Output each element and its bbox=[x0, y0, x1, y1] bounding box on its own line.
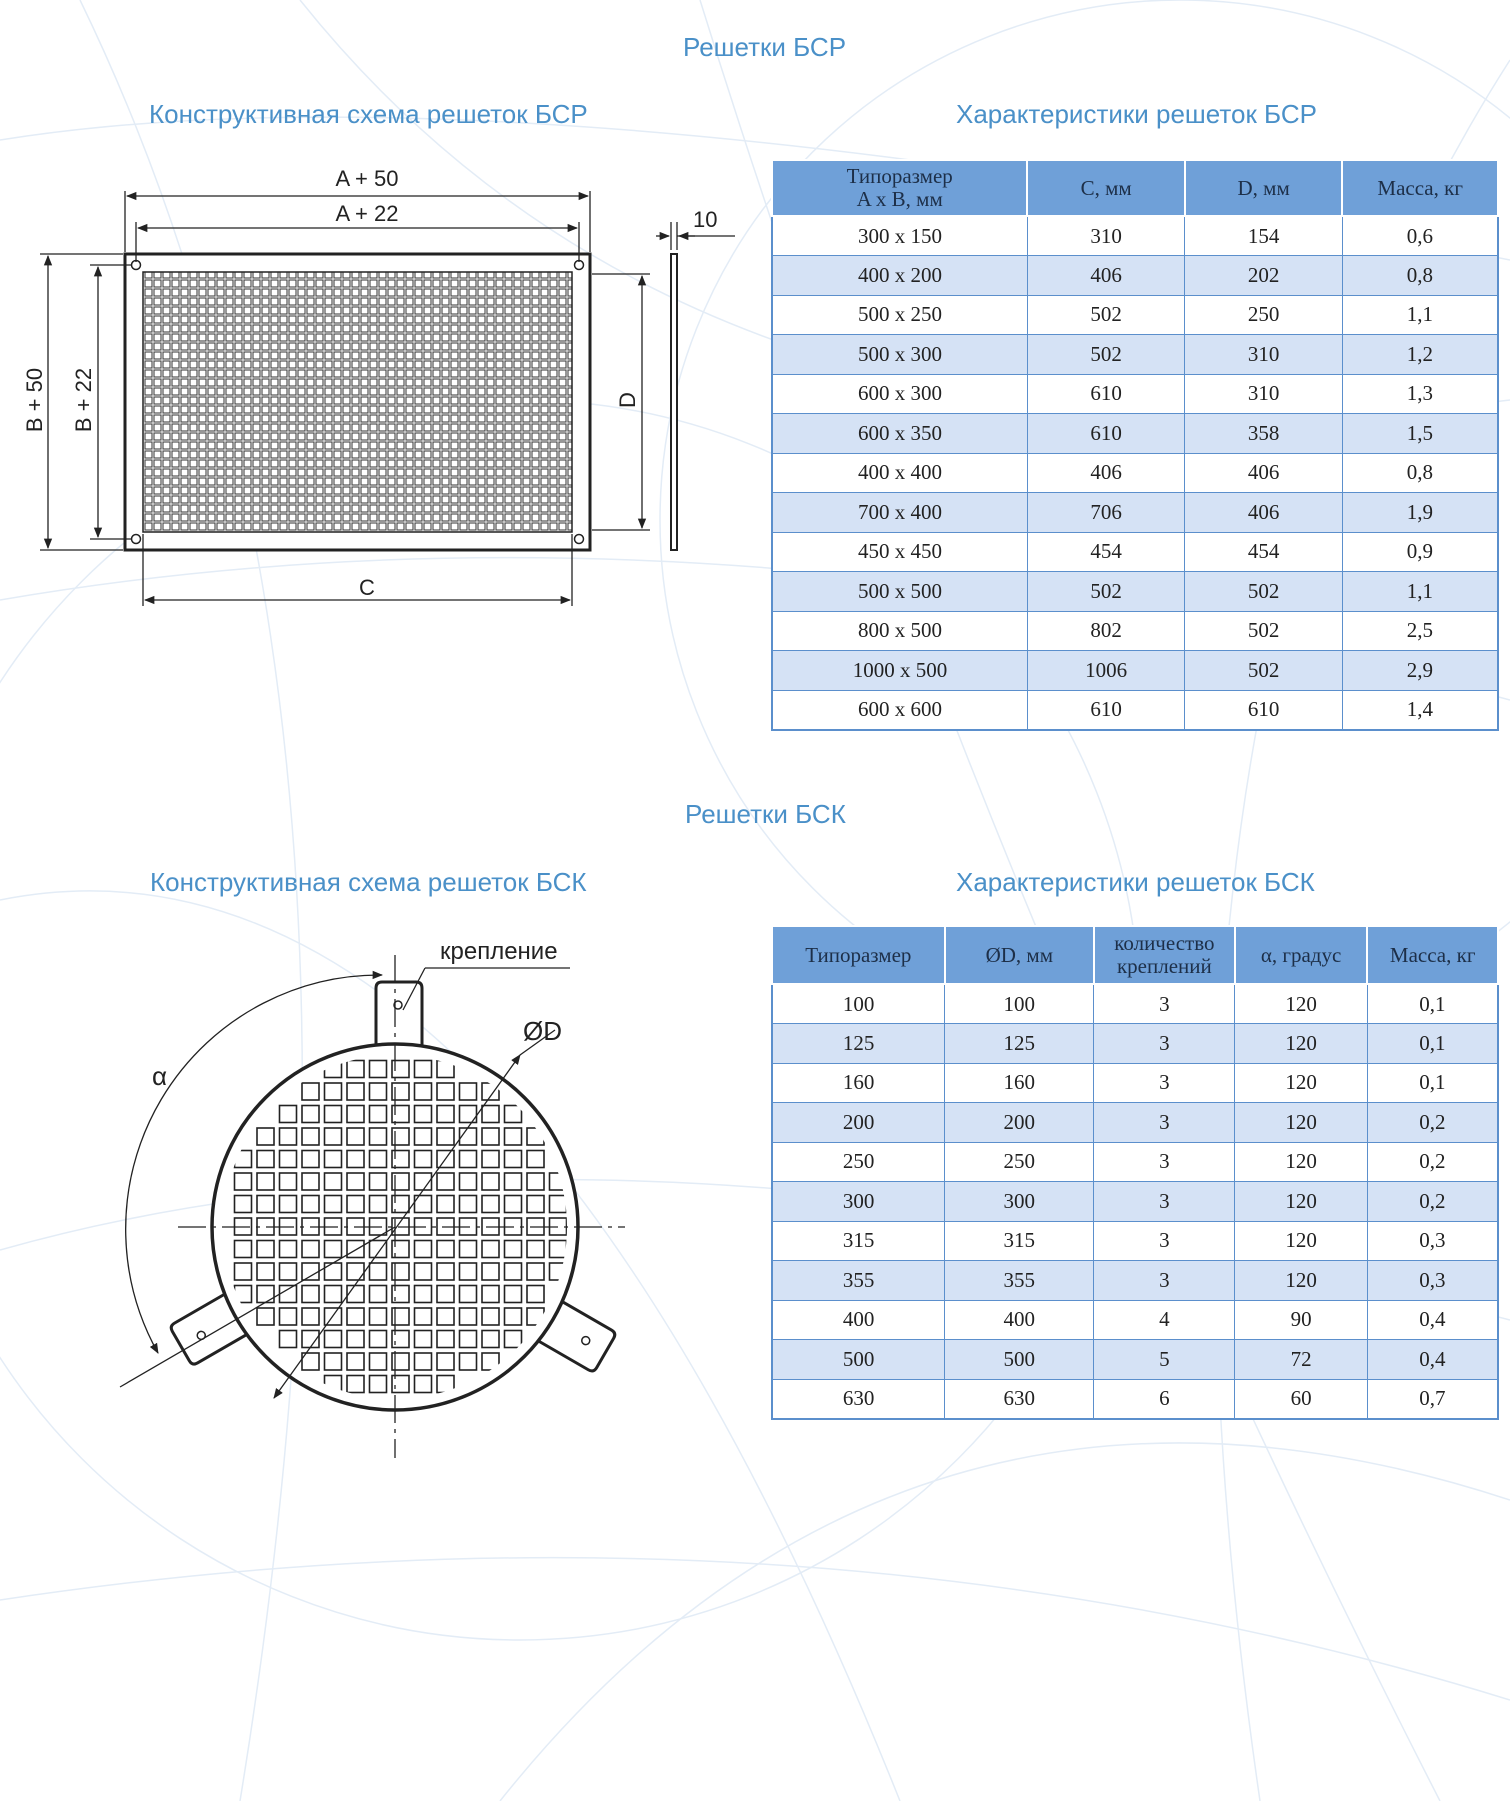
table-cell: 0,2 bbox=[1367, 1182, 1498, 1222]
bsk-col-mass: Масса, кг bbox=[1367, 926, 1498, 984]
table-row bbox=[772, 453, 1498, 493]
mount-hole-br bbox=[575, 535, 584, 544]
table-cell: 610 bbox=[1027, 374, 1185, 414]
table-cell: 3 bbox=[1094, 1024, 1235, 1064]
table-row bbox=[772, 1063, 1498, 1103]
table-row bbox=[772, 1221, 1498, 1261]
table-cell: 500 x 500 bbox=[772, 572, 1027, 612]
bsk-col-mount-count-line1: количество bbox=[1114, 931, 1215, 955]
table-cell: 300 x 150 bbox=[772, 216, 1027, 256]
table-cell: 120 bbox=[1235, 1024, 1368, 1064]
table-cell: 450 x 450 bbox=[772, 532, 1027, 572]
table-row bbox=[772, 493, 1498, 533]
bsr-mesh bbox=[143, 272, 572, 532]
table-cell: 1000 x 500 bbox=[772, 651, 1027, 691]
table-cell: 0,2 bbox=[1367, 1103, 1498, 1143]
table-cell: 315 bbox=[772, 1221, 945, 1261]
bsk-col-alpha: α, градус bbox=[1235, 926, 1368, 984]
table-cell: 300 bbox=[772, 1182, 945, 1222]
table-cell: 600 x 600 bbox=[772, 690, 1027, 730]
dim-a22-label: A + 22 bbox=[335, 201, 399, 226]
table-cell: 120 bbox=[1235, 984, 1368, 1024]
table-row bbox=[772, 1103, 1498, 1143]
table-row bbox=[772, 984, 1498, 1024]
table-cell: 400 x 200 bbox=[772, 256, 1027, 296]
bsr-col-size bbox=[772, 160, 1027, 216]
table-row bbox=[772, 256, 1498, 296]
table-cell: 120 bbox=[1235, 1221, 1368, 1261]
table-cell: 400 bbox=[945, 1300, 1094, 1340]
table-cell: 0,2 bbox=[1367, 1142, 1498, 1182]
table-cell: 0,8 bbox=[1342, 453, 1498, 493]
table-cell: 120 bbox=[1235, 1103, 1368, 1143]
table-cell: 0,4 bbox=[1367, 1300, 1498, 1340]
table-cell: 72 bbox=[1235, 1340, 1368, 1380]
table-cell: 800 x 500 bbox=[772, 611, 1027, 651]
table-row bbox=[772, 572, 1498, 612]
table-row bbox=[772, 1340, 1498, 1380]
section2-title: Решетки БСК bbox=[685, 799, 846, 829]
table-cell: 315 bbox=[945, 1221, 1094, 1261]
table-row bbox=[772, 651, 1498, 691]
table-cell: 250 bbox=[1185, 295, 1342, 335]
table-cell: 3 bbox=[1094, 1182, 1235, 1222]
table-cell: 630 bbox=[772, 1379, 945, 1419]
diameter-label: ØD bbox=[523, 1016, 562, 1046]
table-cell: 400 x 400 bbox=[772, 453, 1027, 493]
table-cell: 125 bbox=[945, 1024, 1094, 1064]
bsr-col-c: C, мм bbox=[1027, 160, 1185, 216]
dim-c-label: C bbox=[359, 575, 375, 600]
table-row bbox=[772, 1024, 1498, 1064]
dim-10-label: 10 bbox=[693, 207, 718, 232]
table-cell: 154 bbox=[1185, 216, 1342, 256]
table-cell: 1,2 bbox=[1342, 335, 1498, 375]
table-cell: 120 bbox=[1235, 1063, 1368, 1103]
bsr-col-mass: Масса, кг bbox=[1342, 160, 1498, 216]
section1-scheme-title: Конструктивная схема решеток БСР bbox=[149, 99, 588, 129]
table-cell: 120 bbox=[1235, 1182, 1368, 1222]
table-cell: 160 bbox=[945, 1063, 1094, 1103]
table-cell: 1,4 bbox=[1342, 690, 1498, 730]
table-row bbox=[772, 295, 1498, 335]
table-cell: 610 bbox=[1027, 414, 1185, 454]
table-cell: 355 bbox=[945, 1261, 1094, 1301]
table-cell: 500 bbox=[945, 1340, 1094, 1380]
table-cell: 200 bbox=[945, 1103, 1094, 1143]
table-cell: 0,8 bbox=[1342, 256, 1498, 296]
table-cell: 6 bbox=[1094, 1379, 1235, 1419]
table-cell: 406 bbox=[1027, 453, 1185, 493]
bsr-table-body bbox=[772, 216, 1498, 730]
table-cell: 250 bbox=[772, 1142, 945, 1182]
table-cell: 3 bbox=[1094, 1063, 1235, 1103]
bsr-col-d: D, мм bbox=[1185, 160, 1342, 216]
bsk-col-mount-count bbox=[1094, 926, 1235, 984]
table-cell: 0,3 bbox=[1367, 1221, 1498, 1261]
bsr-spec-table bbox=[771, 159, 1499, 731]
bsk-col-diameter: ØD, мм bbox=[945, 926, 1094, 984]
table-cell: 0,1 bbox=[1367, 1024, 1498, 1064]
table-row bbox=[772, 1300, 1498, 1340]
table-cell: 0,6 bbox=[1342, 216, 1498, 256]
table-cell: 406 bbox=[1185, 493, 1342, 533]
table-cell: 0,9 bbox=[1342, 532, 1498, 572]
table-cell: 400 bbox=[772, 1300, 945, 1340]
table-cell: 0,7 bbox=[1367, 1379, 1498, 1419]
section2-table-title: Характеристики решеток БСК bbox=[956, 867, 1315, 897]
table-cell: 1,1 bbox=[1342, 295, 1498, 335]
table-row bbox=[772, 1379, 1498, 1419]
table-row bbox=[772, 1261, 1498, 1301]
table-cell: 700 x 400 bbox=[772, 493, 1027, 533]
table-cell: 3 bbox=[1094, 1261, 1235, 1301]
table-row bbox=[772, 532, 1498, 572]
table-row bbox=[772, 611, 1498, 651]
bsk-spec-table bbox=[771, 925, 1499, 1420]
table-cell: 125 bbox=[772, 1024, 945, 1064]
section1-table-title: Характеристики решеток БСР bbox=[956, 99, 1317, 129]
table-cell: 310 bbox=[1027, 216, 1185, 256]
dim-d-label: D bbox=[615, 392, 640, 408]
table-cell: 90 bbox=[1235, 1300, 1368, 1340]
table-cell: 300 bbox=[945, 1182, 1094, 1222]
bsk-col-size: Типоразмер bbox=[772, 926, 945, 984]
bsr-col-size-line2: A x B, мм bbox=[856, 187, 943, 211]
table-cell: 610 bbox=[1185, 690, 1342, 730]
table-cell: 600 x 300 bbox=[772, 374, 1027, 414]
table-row bbox=[772, 335, 1498, 375]
table-cell: 502 bbox=[1185, 611, 1342, 651]
table-cell: 3 bbox=[1094, 1103, 1235, 1143]
table-cell: 502 bbox=[1027, 295, 1185, 335]
table-cell: 3 bbox=[1094, 1142, 1235, 1182]
table-cell: 310 bbox=[1185, 374, 1342, 414]
table-cell: 1,9 bbox=[1342, 493, 1498, 533]
table-cell: 502 bbox=[1185, 572, 1342, 612]
table-cell: 1,1 bbox=[1342, 572, 1498, 612]
table-row bbox=[772, 1182, 1498, 1222]
table-cell: 502 bbox=[1027, 335, 1185, 375]
alpha-label: α bbox=[152, 1061, 168, 1091]
bsr-side-profile bbox=[671, 254, 677, 550]
dim-a50-label: A + 50 bbox=[335, 166, 399, 191]
table-cell: 706 bbox=[1027, 493, 1185, 533]
table-cell: 120 bbox=[1235, 1142, 1368, 1182]
table-cell: 0,1 bbox=[1367, 984, 1498, 1024]
table-cell: 2,9 bbox=[1342, 651, 1498, 691]
bsr-scheme-drawing bbox=[0, 150, 760, 610]
section2-scheme-title: Конструктивная схема решеток БСК bbox=[150, 867, 587, 897]
table-cell: 0,4 bbox=[1367, 1340, 1498, 1380]
bsk-table-body bbox=[772, 984, 1498, 1419]
table-cell: 500 x 250 bbox=[772, 295, 1027, 335]
dim-b22-label: B + 22 bbox=[71, 367, 96, 433]
mount-hole-bl bbox=[132, 535, 141, 544]
mount-label: крепление bbox=[440, 938, 558, 965]
table-cell: 100 bbox=[772, 984, 945, 1024]
table-cell: 3 bbox=[1094, 1221, 1235, 1261]
table-cell: 500 bbox=[772, 1340, 945, 1380]
table-cell: 1,3 bbox=[1342, 374, 1498, 414]
table-row bbox=[772, 1142, 1498, 1182]
table-cell: 610 bbox=[1027, 690, 1185, 730]
table-cell: 600 x 350 bbox=[772, 414, 1027, 454]
table-cell: 406 bbox=[1027, 256, 1185, 296]
table-cell: 454 bbox=[1185, 532, 1342, 572]
table-cell: 3 bbox=[1094, 984, 1235, 1024]
table-cell: 310 bbox=[1185, 335, 1342, 375]
table-row bbox=[772, 690, 1498, 730]
table-row bbox=[772, 216, 1498, 256]
table-cell: 1006 bbox=[1027, 651, 1185, 691]
table-row bbox=[772, 374, 1498, 414]
table-cell: 358 bbox=[1185, 414, 1342, 454]
table-cell: 100 bbox=[945, 984, 1094, 1024]
dim-b50-label: B + 50 bbox=[22, 367, 47, 433]
bsk-scheme-drawing bbox=[100, 920, 660, 1460]
table-cell: 630 bbox=[945, 1379, 1094, 1419]
table-cell: 454 bbox=[1027, 532, 1185, 572]
table-cell: 355 bbox=[772, 1261, 945, 1301]
table-cell: 2,5 bbox=[1342, 611, 1498, 651]
table-cell: 500 x 300 bbox=[772, 335, 1027, 375]
table-cell: 406 bbox=[1185, 453, 1342, 493]
table-cell: 502 bbox=[1185, 651, 1342, 691]
bsk-col-mount-count-line2: креплений bbox=[1116, 954, 1212, 978]
table-cell: 4 bbox=[1094, 1300, 1235, 1340]
table-cell: 250 bbox=[945, 1142, 1094, 1182]
table-row bbox=[772, 414, 1498, 454]
section1-title: Решетки БСР bbox=[683, 32, 847, 62]
table-cell: 120 bbox=[1235, 1261, 1368, 1301]
table-cell: 5 bbox=[1094, 1340, 1235, 1380]
table-cell: 200 bbox=[772, 1103, 945, 1143]
table-cell: 802 bbox=[1027, 611, 1185, 651]
table-cell: 0,1 bbox=[1367, 1063, 1498, 1103]
table-cell: 0,3 bbox=[1367, 1261, 1498, 1301]
table-cell: 60 bbox=[1235, 1379, 1368, 1419]
table-cell: 1,5 bbox=[1342, 414, 1498, 454]
table-cell: 202 bbox=[1185, 256, 1342, 296]
bsr-col-size-line1: Типоразмер bbox=[846, 164, 953, 188]
table-cell: 502 bbox=[1027, 572, 1185, 612]
table-cell: 160 bbox=[772, 1063, 945, 1103]
